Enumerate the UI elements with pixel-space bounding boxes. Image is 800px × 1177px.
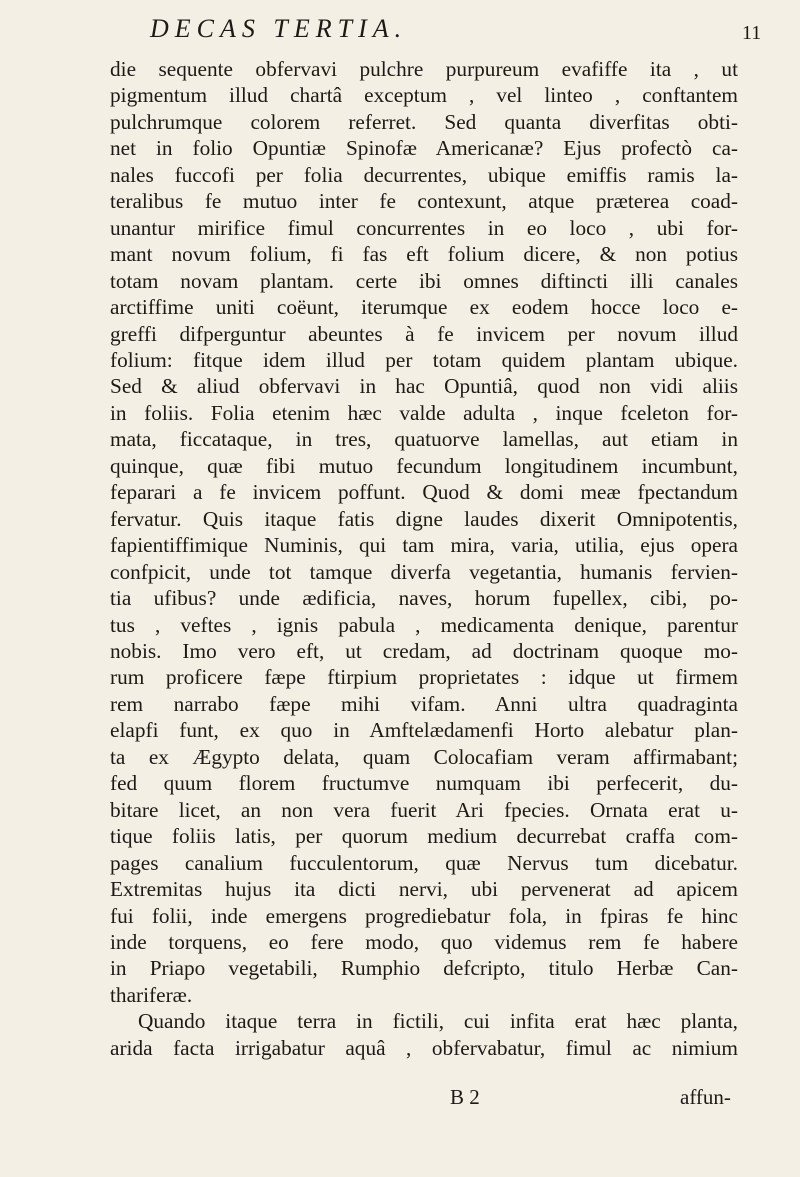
text-line: teralibus fe mutuo inter fe contexunt, atque præterea coad- (110, 189, 738, 214)
text-line: fui folii, inde emergens progrediebatur fola, in fpiras fe hinc (110, 903, 738, 928)
text-line: mant novum folium, fi fas eft folium dicere, & non potius (110, 242, 738, 267)
text-line: feparari a fe invicem poffunt. Quod & domi meæ fpectandum (110, 480, 738, 505)
page-number: 11 (742, 22, 762, 44)
text-line: nobis. Imo vero eft, ut credam, ad doctrinam quoque mo- (110, 638, 738, 663)
text-line: unantur mirifice fimul concurrentes in eo loco , ubi for- (110, 215, 738, 240)
text-line: arctiffime uniti coëunt, iterumque ex eodem hocce loco e- (110, 295, 738, 320)
text-line: die sequente obfervavi pulchre purpureum evafiffe ita , ut (110, 57, 738, 81)
page-header (0, 10, 800, 50)
body-text (110, 56, 738, 1061)
text-line: thariferæ. (110, 982, 193, 1007)
text-line: inde torquens, eo fere modo, quo videmus rem fe habere (110, 929, 738, 954)
text-line: Sed & aliud obfervavi in hac Opuntiâ, quod non vidi aliis (110, 374, 738, 399)
text-line: tique foliis latis, per quorum medium decurrebat craffa com- (110, 824, 738, 849)
text-line: ta ex Ægypto delata, quam Colocafiam veram affirmabant; (110, 744, 738, 769)
text-line: nales fuccofi per folia decurrentes, ubique emiffis ramis la- (110, 162, 738, 187)
text-line: elapfi funt, ex quo in Amftelædamenfi Horto alebatur plan- (110, 718, 738, 743)
running-title: DECAS TERTIA. (150, 14, 408, 43)
text-line: Extremitas hujus ita dicti nervi, ubi pervenerat ad apicem (110, 877, 738, 902)
text-line: quinque, quæ fibi mutuo fecundum longitudinem incumbunt, (110, 453, 738, 478)
text-line: confpicit, unde tot tamque diverfa vegetantia, humanis fervien- (110, 559, 738, 584)
signature-mark: B 2 (450, 1085, 480, 1109)
text-line: mata, ficcataque, in tres, quatuorve lamellas, aut etiam in (110, 427, 738, 452)
text-line: rum proficere fæpe ftirpium proprietates : idque ut firmem (110, 665, 738, 690)
catchword: affun- (680, 1085, 731, 1109)
text-line: tia ufibus? unde ædificia, naves, horum fupellex, cibi, po- (110, 586, 738, 611)
text-line: folium: fitque idem illud per totam quidem plantam ubique. (110, 347, 738, 372)
text-line: totam novam plantam. certe ibi omnes diftincti illi canales (110, 268, 738, 293)
text-line: tus , veftes , ignis pabula , medicamenta denique, parentur (110, 612, 738, 637)
text-line: fervatur. Quis itaque fatis digne laudes dixerit Omnipotentis, (110, 506, 738, 531)
text-line: pigmentum illud chartâ exceptum , vel linteo , conftantem (110, 83, 738, 108)
text-line: in foliis. Folia etenim hæc valde adulta , inque fceleton for- (110, 400, 738, 425)
page-footer (0, 1085, 800, 1115)
text-line: net in folio Opuntiæ Spinofæ Americanæ? Ejus profectò ca- (110, 136, 738, 161)
text-line: rem narrabo fæpe mihi vifam. Anni ultra quadraginta (110, 691, 738, 716)
text-line: fed quum florem fructumve numquam ibi perfecerit, du- (110, 771, 738, 796)
text-line: bitare licet, an non vera fuerit Ari fpecies. Ornata erat u- (110, 797, 738, 822)
text-line: in Priapo vegetabili, Rumphio defcripto, titulo Herbæ Can- (110, 956, 738, 981)
text-line: fapientiffimique Numinis, qui tam mira, varia, utilia, ejus opera (110, 533, 738, 558)
text-line: arida facta irrigabatur aquâ , obfervabatur, fimul ac nimium (110, 1035, 738, 1060)
text-line: pulchrumque colorem referret. Sed quanta diverfitas obti- (110, 109, 738, 134)
text-line: pages canalium fucculentorum, quæ Nervus tum dicebatur. (110, 850, 738, 875)
text-line: Quando itaque terra in fictili, cui infita erat hæc planta, (138, 1009, 738, 1034)
text-line: greffi difperguntur abeuntes à fe invicem per novum illud (110, 321, 738, 346)
